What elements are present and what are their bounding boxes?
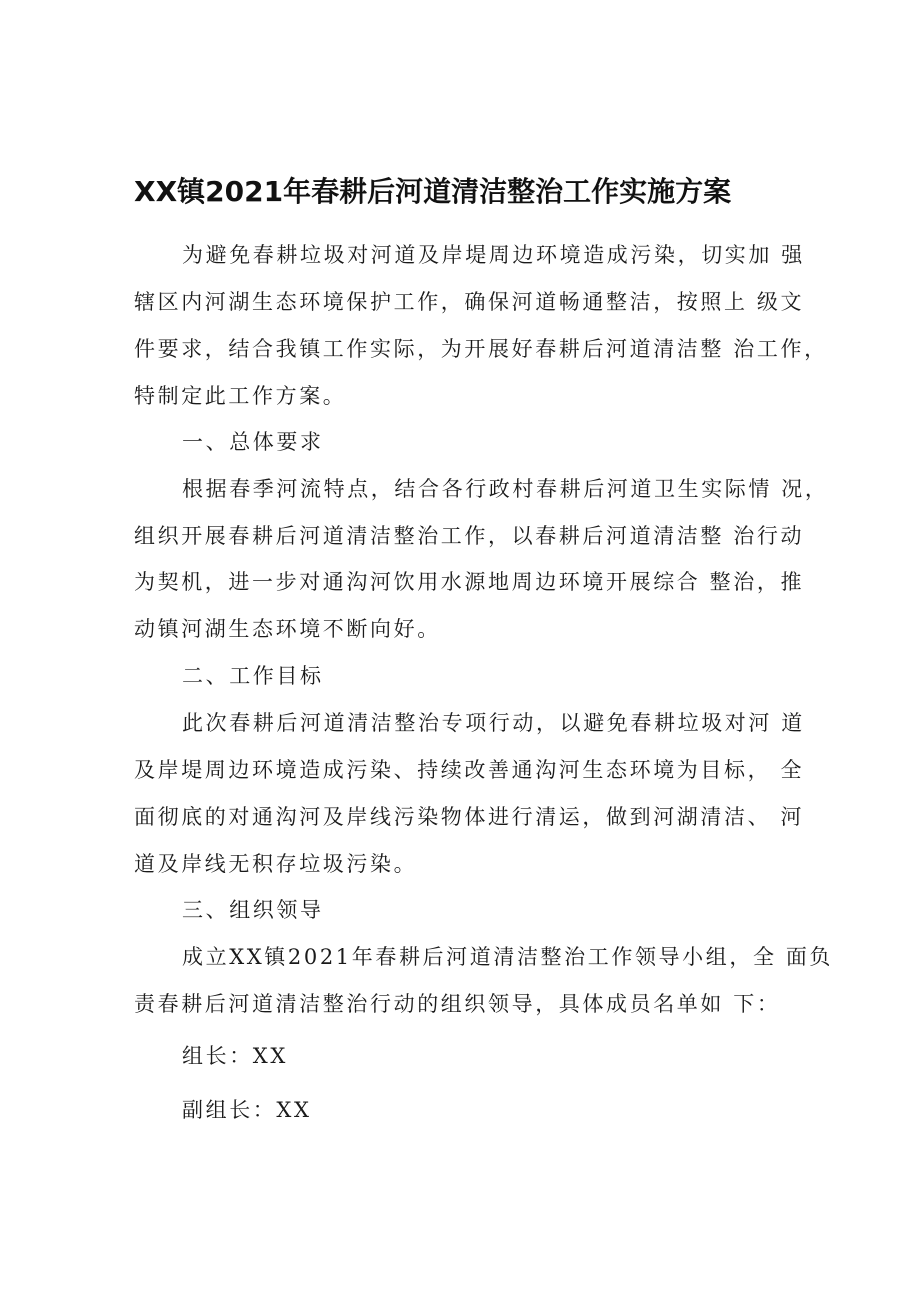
section3-line-1: 成立XX镇2021年春耕后河道清洁整治工作领导小组，全 面负 bbox=[182, 945, 834, 969]
leader-line: 组长：XX bbox=[182, 1044, 288, 1068]
document-title: XX镇2021年春耕后河道清洁整治工作实施方案 bbox=[134, 175, 732, 208]
section1-line-2: 组织开展春耕后河道清洁整治工作，以春耕后河道清洁整 治行动 bbox=[134, 524, 805, 548]
section-heading-2: 二、工作目标 bbox=[182, 664, 324, 688]
section-heading-1: 一、总体要求 bbox=[182, 430, 324, 454]
section1-line-3: 为契机，进一步对通沟河饮用水源地周边环境开展综合 整治，推 bbox=[134, 570, 805, 594]
section3-line-2: 责春耕后河道清洁整治行动的组织领导，具体成员名单如 下： bbox=[134, 992, 781, 1016]
section2-line-1: 此次春耕后河道清洁整治专项行动，以避免春耕垃圾对河 道 bbox=[182, 711, 805, 735]
section1-line-1: 根据春季河流特点，结合各行政村春耕后河道卫生实际情 况， bbox=[182, 477, 829, 501]
deputy-leader-line: 副组长：XX bbox=[182, 1098, 312, 1122]
section2-line-4: 道及岸线无积存垃圾污染。 bbox=[134, 852, 418, 876]
section2-line-3: 面彻底的对通沟河及岸线污染物体进行清运，做到河湖清洁、 河 bbox=[134, 805, 805, 829]
intro-line-2: 辖区内河湖生态环境保护工作，确保河道畅通整洁，按照上 级文 bbox=[134, 290, 805, 314]
intro-line-3: 件要求，结合我镇工作实际，为开展好春耕后河道清洁整 治工作， bbox=[134, 337, 828, 361]
intro-line-1: 为避免春耕垃圾对河道及岸堤周边环境造成污染，切实加 强 bbox=[182, 243, 805, 267]
section-heading-3: 三、组织领导 bbox=[182, 898, 324, 922]
section1-line-4: 动镇河湖生态环境不断向好。 bbox=[134, 617, 441, 641]
section2-line-2: 及岸堤周边环境造成污染、持续改善通沟河生态环境为目标， 全 bbox=[134, 758, 805, 782]
intro-line-4: 特制定此工作方案。 bbox=[134, 384, 347, 408]
